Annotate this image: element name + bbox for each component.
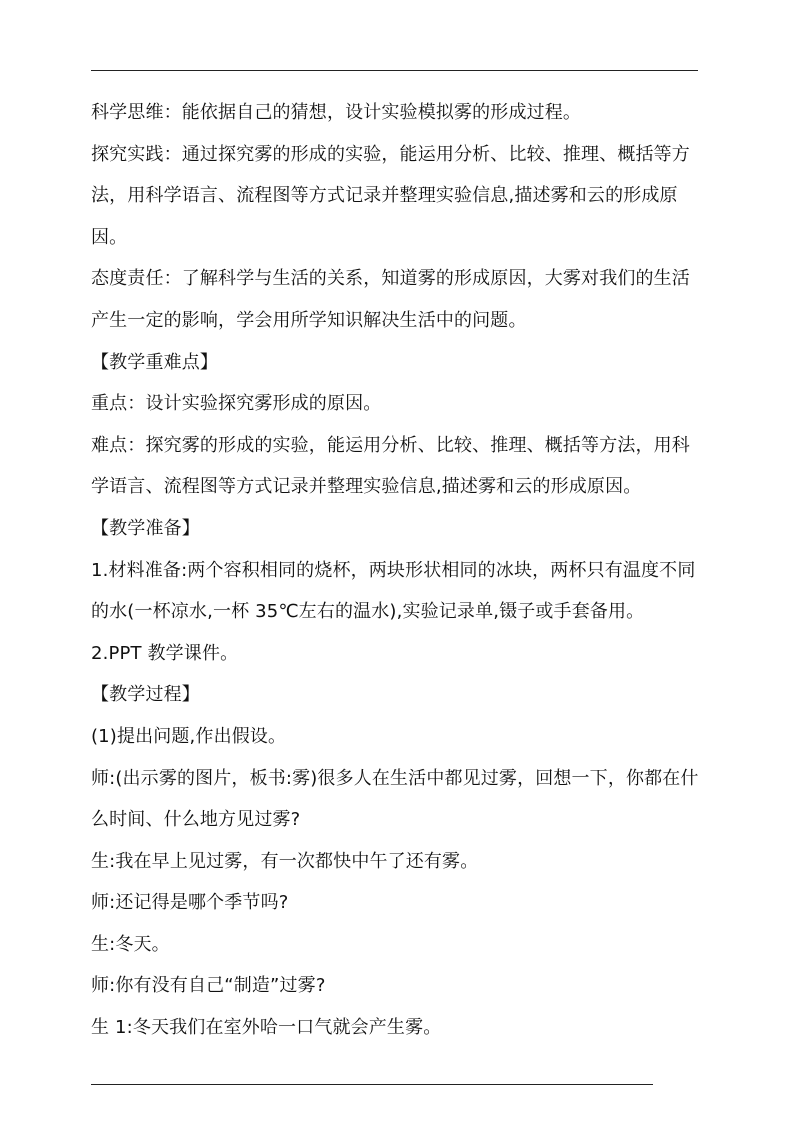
text-line: (1)提出问题,作出假设。 [91,725,287,747]
text-line: 难点：探究雾的形成的实验，能运用分析、比较、推理、概括等方法，用科 [91,434,690,456]
text-line: 学语言、流程图等方式记录并整理实验信息,描述雾和云的形成原因。 [91,476,642,498]
text-line: 科学思维：能依据自己的猜想，设计实验模拟雾的形成过程。 [91,102,582,123]
text-line: 探究实践：通过探究雾的形成的实验，能运用分析、比较、推理、概括等方 [91,143,690,165]
text-line: 重点：设计实验探究雾形成的原因。 [91,393,382,415]
document-body [91,92,705,1049]
text-line: 师:你有没有自己“制造”过雾? [91,975,326,997]
text-line: 师:(出示雾的图片，板书:雾)很多人在生活中都见过雾，回想一下，你都在什 [91,767,699,789]
text-line: 因。 [91,226,128,248]
section-heading-process: 【教学过程】 [91,684,200,706]
text-line: 1.材料准备:两个容积相同的烧杯，两块形状相同的冰块，两杯只有温度不同 [91,559,696,581]
text-line: 的水(一杯凉水,一杯 35℃左右的温水),实验记录单,镊子或手套备用。 [91,601,645,623]
text-line: 法，用科学语言、流程图等方式记录并整理实验信息,描述雾和云的形成原 [91,185,678,207]
text-line: 产生一定的影响，学会用所学知识解决生活中的问题。 [91,309,527,331]
section-heading-preparation: 【教学准备】 [91,517,200,539]
header-rule [91,70,698,71]
text-line: 么时间、什么地方见过雾? [91,809,301,831]
footer-rule [91,1084,653,1085]
text-line: 生:冬天。 [91,933,170,955]
text-line: 生:我在早上见过雾，有一次都快中午了还有雾。 [91,850,479,872]
text-line: 生 1:冬天我们在室外哈一口气就会产生雾。 [91,1017,442,1039]
text-line: 态度责任：了解科学与生活的关系，知道雾的形成原因，大雾对我们的生活 [91,268,690,290]
text-line: 2.PPT 教学课件。 [91,642,239,664]
text-line: 师:还记得是哪个季节吗? [91,892,289,914]
section-heading-key-points: 【教学重难点】 [91,351,219,373]
